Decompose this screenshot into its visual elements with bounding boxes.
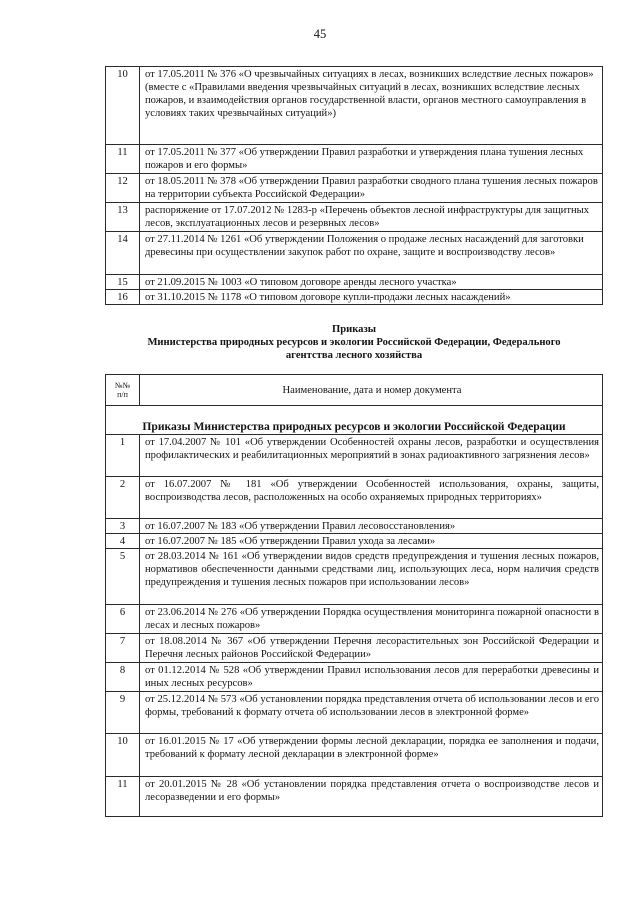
table-row [106,663,603,692]
row-number: 1 [106,435,140,477]
table-row [106,232,603,275]
table-row [106,605,603,634]
row-number: 11 [106,777,140,817]
document-title: от 17.04.2007 № 101 «Об утверждении Особенностей охраны лесов, разработки и осуществления профилактических и реабилитационных мероприятий в зонах радиоактивного загрязнения лесов» [140,435,603,477]
table-row [106,275,603,290]
document-title: от 18.08.2014 № 367 «Об утверждении Перечня лесорастительных зон Российской Федерации и Перечня лесных районов Российской Федерации» [140,634,603,663]
table-row [106,174,603,203]
document-title: от 28.03.2014 № 161 «Об утверждении видов средств предупреждения и тушения лесных пожаров, нормативов обеспеченности данными средствами лиц, использующих леса, норм наличия средств предупреждения и тушения лесных пожаров при использовании лесов» [140,549,603,605]
header-name-cell: Наименование, дата и номер документа [140,375,603,406]
document-title: от 23.06.2014 № 276 «Об утверждении Порядка осуществления мониторинга пожарной опасности в лесах и лесных пожаров» [140,605,603,634]
table-header-row [106,375,603,406]
page-number: 45 [313,27,327,41]
header-number-label: №№ [114,381,131,390]
row-number: 3 [106,519,140,534]
group-heading-row [106,406,603,435]
document-title: от 16.01.2015 № 17 «Об утверждении формы лесной декларации, порядка ее заполнения и подачи, требований к формату лесной декларации в электронной форме» [140,734,603,777]
document-title: от 31.10.2015 № 1178 «О типовом договоре купли-продажи лесных насаждений» [140,290,603,305]
group-heading: Приказы Министерства природных ресурсов и экологии Российской Федерации [106,406,603,435]
table-row [106,290,603,305]
row-number: 14 [106,232,140,275]
row-number: 10 [106,67,140,145]
row-number: 2 [106,477,140,519]
header-number-sublabel: п/п [117,390,128,399]
table-row [106,692,603,734]
row-number: 11 [106,145,140,174]
document-title: от 18.05.2011 № 378 «Об утверждении Правил разработки сводного плана тушения лесных пожаров на территории субъекта Российской Федерации» [140,174,603,203]
table-row [106,519,603,534]
section-subtitle-line1: Министерства природных ресурсов и экологии Российской Федерации, Федерального [147,337,561,348]
row-number: 7 [106,634,140,663]
section-heading [105,323,603,362]
table-row [106,534,603,549]
section-title: Приказы [331,324,376,335]
row-number: 8 [106,663,140,692]
document-title: от 17.05.2011 № 377 «Об утверждении Правил разработки и утверждения плана тушения лесных пожаров и его формы» [140,145,603,174]
table-row [106,477,603,519]
section-subtitle-line2: агентства лесного хозяйства [285,350,423,361]
document-title: от 16.07.2007 № 183 «Об утверждении Правил лесовосстановления» [140,519,603,534]
decrees-table-continued [105,66,603,305]
document-title: от 21.09.2015 № 1003 «О типовом договоре аренды лесного участка» [140,275,603,290]
table-row [106,145,603,174]
row-number: 6 [106,605,140,634]
table-row [106,734,603,777]
table-row [106,67,603,145]
row-number: 9 [106,692,140,734]
table-row [106,203,603,232]
row-number: 16 [106,290,140,305]
document-title: от 16.07.2007 № 185 «Об утверждении Правил ухода за лесами» [140,534,603,549]
document-title: от 25.12.2014 № 573 «Об установлении порядка представления отчета об использовании лесов и его формы, требований к формату отчета об использовании лесов в электронной форме» [140,692,603,734]
document-title: от 01.12.2014 № 528 «Об утверждении Правил использования лесов для переработки древесины и иных лесных ресурсов» [140,663,603,692]
table-row [106,549,603,605]
document-title: распоряжение от 17.07.2012 № 1283-р «Перечень объектов лесной инфраструктуры для защитных лесов, эксплуатационных лесов и резервных лесов» [140,203,603,232]
row-number: 15 [106,275,140,290]
row-number: 4 [106,534,140,549]
table-row [106,634,603,663]
table-row [106,435,603,477]
table-row [106,777,603,817]
row-number: 10 [106,734,140,777]
document-title: от 27.11.2014 № 1261 «Об утверждении Положения о продаже лесных насаждений для заготовки древесины при осуществлении закупок работ по охране, защите и воспроизводству лесов» [140,232,603,275]
row-number: 5 [106,549,140,605]
document-title: от 20.01.2015 № 28 «Об установлении порядка представления отчета о воспроизводстве лесов и лесоразведении и его формы» [140,777,603,817]
row-number: 12 [106,174,140,203]
row-number: 13 [106,203,140,232]
document-title: от 17.05.2011 № 376 «О чрезвычайных ситуациях в лесах, возникших вследствие лесных пожаров» (вместе с «Правилами введения чрезвычайных ситуаций в лесах, возникших вследствие лесных пожаров, и взаимодействия органов государственной власти, органов местного самоуправления в условиях таких чрезвычайных ситуаций») [140,67,603,145]
document-title: от 16.07.2007 № 181 «Об утверждении Особенностей использования, охраны, защиты, воспроизводства лесов, расположенных на особо охраняемых природных территориях» [140,477,603,519]
orders-table [105,374,603,817]
header-number-cell [106,375,140,406]
